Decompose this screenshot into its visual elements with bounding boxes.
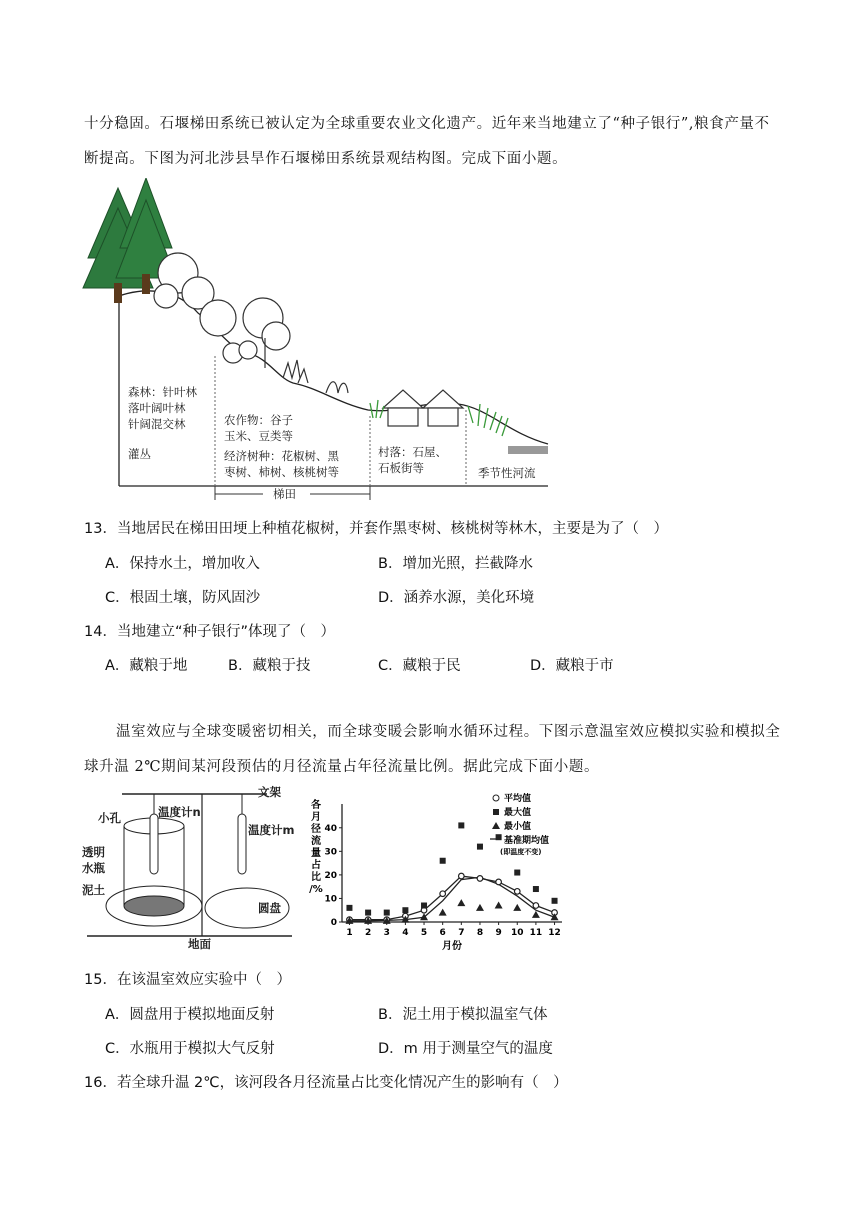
y-axis-label: 各 [311,800,321,811]
y-tick-label: 10 [324,894,337,905]
y-tick-label: 0 [330,918,337,928]
average-point [514,889,520,895]
max-point [421,903,427,909]
x-tick-label: 7 [458,928,465,938]
intro-paragraph-line: 温室效应与全球变暖密切相关，而全球变暖会影响水循环过程。下图示意温室效应模拟实验和模拟全 [116,724,781,740]
legend-max-label: 最大值 [504,808,532,818]
terrace-landscape-figure [78,178,558,503]
intro-paragraph-line: 断提高。下图为河北涉县旱作石堰梯田系统景观结构图。完成下面小题。 [84,151,568,167]
broadleaf-tree-icon [154,253,290,368]
max-point [552,898,558,904]
shrub-icon [283,360,348,393]
x-tick-label: 10 [510,928,524,938]
x-tick-label: 5 [420,928,428,938]
q14-option-d[interactable]: D．藏粮于市 [530,658,614,674]
q15-option-c[interactable]: C．水瓶用于模拟大气反射 [105,1041,275,1057]
q14-option-c[interactable]: C．藏粮于民 [378,658,461,674]
y-axis-label: 比 [311,872,321,883]
max-point [402,907,408,913]
q15-option-d[interactable]: D．m 用于测量空气的温度 [378,1041,553,1057]
bottle-label: 透明 水瓶 [82,845,105,875]
q14-option-a[interactable]: A．藏粮于地 [105,658,188,674]
thermometer-n-icon [150,814,158,874]
max-point [514,870,520,876]
x-tick-label: 2 [364,928,372,938]
forest-label: 森林：针叶林 落叶阔叶林 针阔混交林 [128,385,197,431]
terrace-label: 梯田 [273,487,296,501]
q13-option-a[interactable]: A．保持水土，增加收入 [105,556,260,572]
legend-average-marker [493,795,499,801]
average-point [459,873,465,879]
runoff-chart [304,786,574,958]
q15-option-b[interactable]: B．泥土用于模拟温室气体 [378,1007,548,1023]
y-axis-label: 月 [311,812,321,823]
y-axis-label: /% [309,884,323,895]
x-tick-label: 3 [383,928,390,938]
intro-paragraph-line: 十分稳固。石堰梯田系统已被认定为全球重要农业文化遗产。近年来当地建立了“种子银行”,粮食产量不 [84,116,770,132]
y-axis-label: 径 [311,824,321,835]
x-tick-label: 12 [548,928,561,938]
legend-max-marker [493,809,499,815]
x-tick-label: 11 [529,928,543,938]
q13-option-c[interactable]: C．根固土壤，防风固沙 [105,590,261,606]
max-point [458,822,464,828]
y-axis-label: 量 [311,848,321,859]
x-tick-label: 4 [402,928,409,938]
support-label: 文架 [258,785,281,799]
x-axis-label: 月份 [442,941,462,952]
average-series-line [349,876,554,920]
hole-label: 小孔 [98,811,121,825]
min-point [513,904,521,911]
thermometer-n-label: 温度计n [158,805,201,819]
soil-label: 泥土 [82,883,105,897]
river-mark [508,446,548,454]
economic-trees-label: 经济树种：花椒树、黑 枣树、柿树、核桃树等 [224,449,339,479]
average-point [496,879,502,885]
y-tick-label: 20 [324,870,337,881]
greenhouse-experiment-figure [82,786,300,956]
legend-min-marker [492,822,500,829]
min-point [495,902,503,909]
q13-option-d[interactable]: D．涵养水源，美化环境 [378,590,535,606]
intro-paragraph-line: 球升温 2℃期间某河段预估的月径流量占年径流量比例。据此完成下面小题。 [84,759,600,775]
house-icon [383,390,463,426]
legend-min-label: 最小值 [504,822,532,832]
legend-baseline-label: 基准期均值 [504,836,550,846]
max-point [440,858,446,864]
y-axis-label: 占 [311,860,321,871]
x-tick-label: 9 [495,928,502,938]
average-point [533,903,539,909]
thermometer-m-label: 温度计m [248,823,295,837]
question-15-stem: 15．在该温室效应实验中（ ） [84,972,291,988]
disc-label: 圆盘 [258,901,281,915]
crops-label: 农作物：谷子 玉米、豆类等 [224,413,293,443]
average-point [477,876,483,882]
baseline-series-line [349,877,554,921]
min-point [476,904,484,911]
min-point [532,911,540,918]
x-tick-label: 8 [476,928,484,938]
min-point [439,909,447,916]
ground-label: 地面 [188,937,211,951]
max-point [384,910,390,916]
legend-note: (即温度不变) [500,848,542,856]
village-label: 村落：石屋、 石板街等 [378,445,447,475]
y-tick-label: 40 [324,823,337,834]
question-13-stem: 13．当地居民在梯田田埂上种植花椒树，并套作黑枣树、核桃树等林木，主要是为了（ ） [84,521,668,537]
max-point [533,886,539,892]
river-label: 季节性河流 [478,466,536,480]
q15-option-a[interactable]: A．圆盘用于模拟地面反射 [105,1007,275,1023]
q14-option-b[interactable]: B．藏粮于技 [228,658,311,674]
shrub-label: 灌丛 [128,447,151,461]
question-14-stem: 14．当地建立“种子银行”体现了（ ） [84,624,335,640]
thermometer-m-icon [238,814,246,874]
max-point [477,844,483,850]
y-tick-label: 30 [324,847,337,858]
x-tick-label: 1 [346,928,353,938]
legend-average-label: 平均值 [504,794,532,804]
q13-option-b[interactable]: B．增加光照，拦截降水 [378,556,533,572]
max-point [346,905,352,911]
average-point [440,891,446,897]
max-point [365,910,371,916]
question-16-stem: 16．若全球升温 2℃，该河段各月径流量占比变化情况产生的影响有（ ） [84,1075,568,1091]
x-tick-label: 6 [439,928,446,938]
min-point [457,899,465,906]
y-axis-label: 流 [311,836,321,847]
runoff-chart-svg [304,786,574,958]
